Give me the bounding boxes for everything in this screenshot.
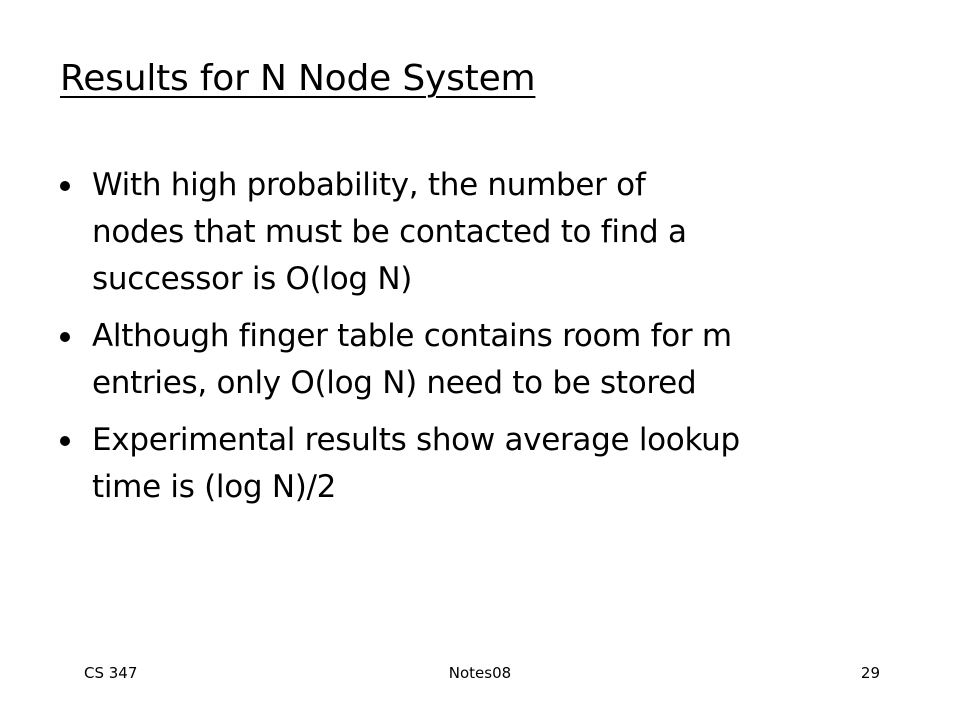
bullet-item [58, 162, 908, 303]
bullet-line: entries, only O(log N) need to be stored [92, 365, 697, 401]
footer-course: CS 347 [84, 664, 138, 682]
bullet-line: successor is O(log N) [92, 261, 413, 297]
bullet-dot-icon [60, 332, 70, 342]
bullet-list [58, 162, 908, 521]
bullet-line: nodes that must be contacted to find a [92, 214, 687, 250]
footer-page-number: 29 [860, 664, 880, 682]
bullet-dot-icon [60, 181, 70, 191]
bullet-item [58, 417, 908, 511]
bullet-line: Experimental results show average lookup [92, 422, 740, 458]
bullet-dot-icon [60, 436, 70, 446]
slide-title: Results for N Node System [60, 58, 536, 99]
footer-notes: Notes08 [448, 664, 512, 682]
bullet-line: time is (log N)/2 [92, 469, 337, 505]
bullet-line: With high probability, the number of [92, 167, 646, 203]
bullet-item [58, 313, 908, 407]
bullet-line: Although finger table contains room for m [92, 318, 732, 354]
